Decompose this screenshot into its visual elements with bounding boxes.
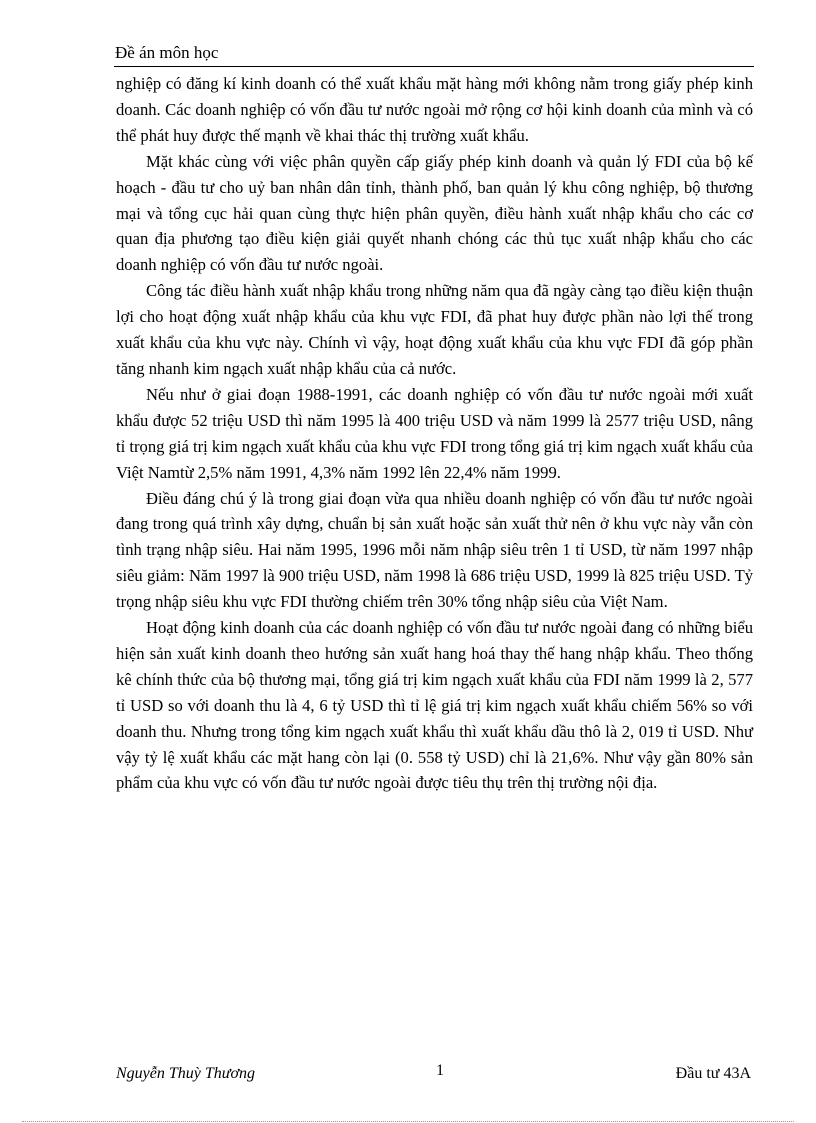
paragraph-export-growth: Nếu như ở giai đoạn 1988-1991, các doanh nghiệp có vốn đầu tư nước ngoài mới xuất khẩu được 52 triệu USD thì năm 1995 là 400 triệu USD và năm 1999 là 2577 triệu USD, nâng tỉ trọng giá trị kim ngạch xuất khẩu của khu vực FDI trong tổng giá trị kim ngạch xuất khẩu của Việt Namtừ 2,5% năm 1991, 4,3% năm 1992 lên 22,4% năm 1999. xyxy=(116,384,753,482)
paragraph-licensing-decentralization: Mặt khác cùng với việc phân quyền cấp giấy phép kinh doanh và quản lý FDI của bộ kế hoạch - đầu tư cho uỷ ban nhân dân tỉnh, thành phố, ban quản lý khu công nghiệp, bộ thương mại và tổng cục hải quan cùng thực hiện phân quyền, điều hành xuất nhập khẩu cho các cơ quan địa phương tạo điều kiện giải quyết nhanh chóng các thủ tục xuất nhập khẩu cho các doanh nghiệp có vốn đầu tư nước ngoài. xyxy=(116,151,753,275)
header-divider xyxy=(114,66,754,67)
document-body xyxy=(116,71,753,796)
paragraph-trade-deficit: Điều đáng chú ý là trong giai đoạn vừa qua nhiều doanh nghiệp có vốn đầu tư nước ngoài đang trong quá trình xây dựng, chuẩn bị sản xuất hoặc sản xuất thử nên ở khu vực này vẫn còn tình trạng nhập siêu. Hai năm 1995, 1996 mỗi năm nhập siêu trên 1 tỉ USD, từ năm 1997 nhập siêu giảm: Năm 1997 là 900 triệu USD, năm 1998 là 686 triệu USD, 1999 là 825 triệu USD. Tỷ trọng nhập siêu khu vực FDI thường chiếm trên 30% tổng nhập siêu của Việt Nam. xyxy=(116,488,753,612)
document-header-title: Đề án môn học xyxy=(115,43,219,62)
page-bottom-border xyxy=(22,1121,794,1122)
footer-page-number: 1 xyxy=(436,1062,444,1079)
footer-class-name: Đầu tư 43A xyxy=(675,1065,751,1082)
footer-author: Nguyễn Thuỳ Thương xyxy=(116,1065,256,1082)
paragraph-import-export-management: Công tác điều hành xuất nhập khẩu trong những năm qua đã ngày càng tạo điều kiện thuận lợi cho hoạt động xuất nhập khẩu của khu vực FDI, đã phat huy được phần nào lợi thế trong xuất khẩu của khu vực này. Chính vì vậy, hoạt động xuất khẩu của khu vực FDI đã góp phần tăng nhanh kim ngạch xuất nhập khẩu của cả nước. xyxy=(116,281,753,378)
paragraph-continuation: nghiệp có đăng kí kinh doanh có thể xuất khẩu mặt hàng mới không nằm trong giấy phép kinh doanh. Các doanh nghiệp có vốn đầu tư nước ngoài mở rộng cơ hội kinh doanh của mình và có thể phát huy được thế mạnh về khai thác thị trường xuất khẩu. xyxy=(116,74,753,145)
page-footer xyxy=(116,1060,753,1084)
paragraph-business-activity: Hoạt động kinh doanh của các doanh nghiệp có vốn đầu tư nước ngoài đang có những biểu hiện sản xuất kinh doanh theo hướng sản xuất hang hoá thay thế hang nhập khẩu. Theo thống kê chính thức của bộ thương mại, tổng giá trị kim ngạch xuất khẩu của FDI năm 1999 là 2, 577 tỉ USD so với doanh thu là 4, 6 tỷ USD thì tỉ lệ giá trị kim ngạch xuất khẩu chiếm 56% so với doanh thu. Nhưng trong tổng kim ngạch xuất khẩu thì xuất khẩu dầu thô là 2, 019 tỉ USD. Như vậy tỷ lệ xuất khẩu các mặt hang còn lại (0. 558 tỷ USD) chỉ là 21,6%. Như vậy gần 80% sản phẩm của khu vực có vốn đầu tư nước ngoài được tiêu thụ trên thị trường nội địa. xyxy=(116,618,753,793)
